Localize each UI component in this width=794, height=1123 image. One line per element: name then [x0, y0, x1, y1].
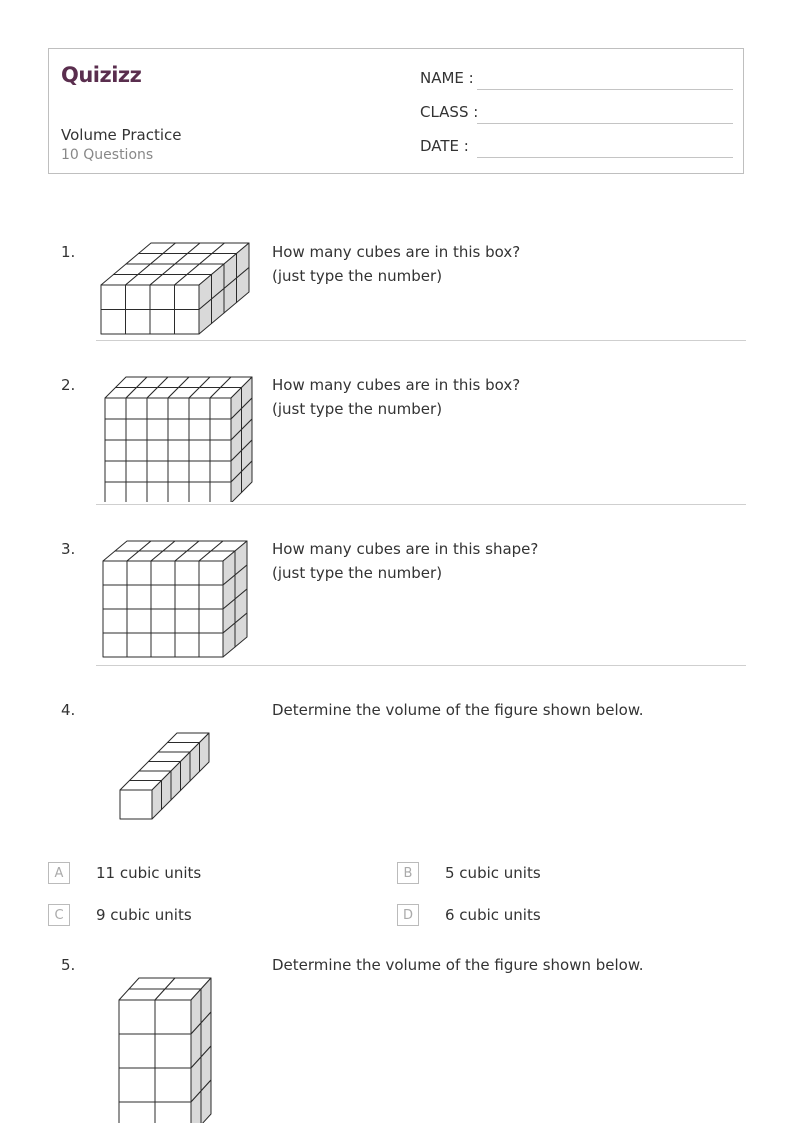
cube-face — [147, 398, 168, 419]
question-5-cube-figure — [116, 976, 216, 1123]
option-d-letter[interactable]: D — [397, 904, 419, 926]
cube-face — [127, 633, 151, 657]
class-field[interactable] — [477, 123, 733, 124]
cube-face — [168, 419, 189, 440]
cube-face — [175, 585, 199, 609]
cube-face — [151, 609, 175, 633]
cube-face — [147, 461, 168, 482]
cube-face — [155, 1068, 191, 1102]
worksheet-title: Volume Practice — [61, 126, 182, 144]
cube-face — [210, 419, 231, 440]
option-a-text[interactable]: 11 cubic units — [96, 864, 202, 882]
cube-face — [105, 398, 126, 419]
question-4-text — [272, 698, 644, 722]
cube-face — [103, 561, 127, 585]
question-3-cube-figure — [101, 539, 251, 660]
cube-face — [168, 398, 189, 419]
question-1-number: 1. — [61, 243, 76, 261]
cube-face — [210, 398, 231, 419]
option-a-letter[interactable]: A — [48, 862, 70, 884]
cube-face — [119, 1000, 155, 1034]
date-field[interactable] — [477, 157, 733, 158]
question-2-number: 2. — [61, 376, 76, 394]
question-3-number: 3. — [61, 540, 76, 558]
question-3-line-1: How many cubes are in this shape? — [272, 540, 539, 558]
cube-face — [151, 561, 175, 585]
cube-face — [105, 440, 126, 461]
cube-face — [189, 440, 210, 461]
question-2-line-1: How many cubes are in this box? — [272, 376, 521, 394]
cube-face — [168, 482, 189, 502]
cube-face — [105, 461, 126, 482]
cube-face — [210, 461, 231, 482]
question-5-line-1: Determine the volume of the figure shown below. — [272, 956, 644, 974]
cube-face — [199, 633, 223, 657]
name-field[interactable] — [477, 89, 733, 90]
question-3-text — [272, 537, 538, 585]
cube-face — [103, 609, 127, 633]
cube-face — [147, 419, 168, 440]
question-divider — [96, 340, 746, 341]
question-2-cube-figure — [102, 374, 256, 502]
cube-face — [127, 585, 151, 609]
cube-face — [175, 310, 200, 335]
cube-face — [103, 585, 127, 609]
option-d-text[interactable]: 6 cubic units — [445, 906, 541, 924]
cube-face — [151, 633, 175, 657]
cube-face — [189, 461, 210, 482]
cube-face — [175, 285, 200, 310]
question-2-text — [272, 373, 520, 421]
worksheet-question-count: 10 Questions — [61, 147, 154, 163]
question-4-cube-figure — [118, 730, 214, 824]
cube-face — [105, 482, 126, 502]
option-b-text[interactable]: 5 cubic units — [445, 864, 541, 882]
question-5-text — [272, 953, 644, 977]
cube-face — [147, 482, 168, 502]
cube-face — [168, 440, 189, 461]
cube-face — [155, 1102, 191, 1123]
brand-wordmark: Quizizz — [61, 63, 142, 87]
question-3-line-2: (just type the number) — [272, 564, 443, 582]
cube-face — [210, 482, 231, 502]
cube-face — [175, 561, 199, 585]
question-1-cube-figure — [98, 240, 258, 338]
question-1-text — [272, 240, 520, 288]
cube-face — [105, 419, 126, 440]
cube-face — [101, 285, 126, 310]
worksheet-header — [48, 48, 744, 174]
cube-face — [151, 585, 175, 609]
option-c-text[interactable]: 9 cubic units — [96, 906, 192, 924]
cube-face — [126, 461, 147, 482]
option-b-letter[interactable]: B — [397, 862, 419, 884]
cube-face — [210, 440, 231, 461]
cube-face — [120, 790, 152, 819]
cube-face — [147, 440, 168, 461]
date-label: DATE : — [420, 137, 469, 155]
cube-face — [175, 609, 199, 633]
question-4-number: 4. — [61, 701, 76, 719]
class-label: CLASS : — [420, 103, 479, 121]
name-label: NAME : — [420, 69, 474, 87]
cube-face — [199, 585, 223, 609]
cube-face — [103, 633, 127, 657]
cube-face — [189, 398, 210, 419]
cube-face — [119, 1034, 155, 1068]
question-1-line-1: How many cubes are in this box? — [272, 243, 521, 261]
cube-face — [155, 1000, 191, 1034]
cube-face — [127, 561, 151, 585]
cube-face — [155, 1034, 191, 1068]
cube-face — [150, 310, 175, 335]
question-divider — [96, 504, 746, 505]
option-c-letter[interactable]: C — [48, 904, 70, 926]
cube-face — [119, 1068, 155, 1102]
cube-face — [101, 310, 126, 335]
question-2-line-2: (just type the number) — [272, 400, 443, 418]
cube-face — [150, 285, 175, 310]
cube-face — [189, 419, 210, 440]
cube-face — [199, 561, 223, 585]
question-1-line-2: (just type the number) — [272, 267, 443, 285]
cube-face — [126, 440, 147, 461]
cube-face — [126, 482, 147, 502]
cube-face — [126, 285, 151, 310]
cube-face — [127, 609, 151, 633]
cube-face — [126, 419, 147, 440]
cube-face — [175, 633, 199, 657]
quizizz-logo — [61, 61, 153, 87]
cube-face — [126, 398, 147, 419]
cube-face — [168, 461, 189, 482]
cube-face — [189, 482, 210, 502]
question-4-line-1: Determine the volume of the figure shown below. — [272, 701, 644, 719]
question-divider — [96, 665, 746, 666]
cube-face — [199, 609, 223, 633]
cube-face — [119, 1102, 155, 1123]
cube-face — [126, 310, 151, 335]
question-5-number: 5. — [61, 956, 76, 974]
